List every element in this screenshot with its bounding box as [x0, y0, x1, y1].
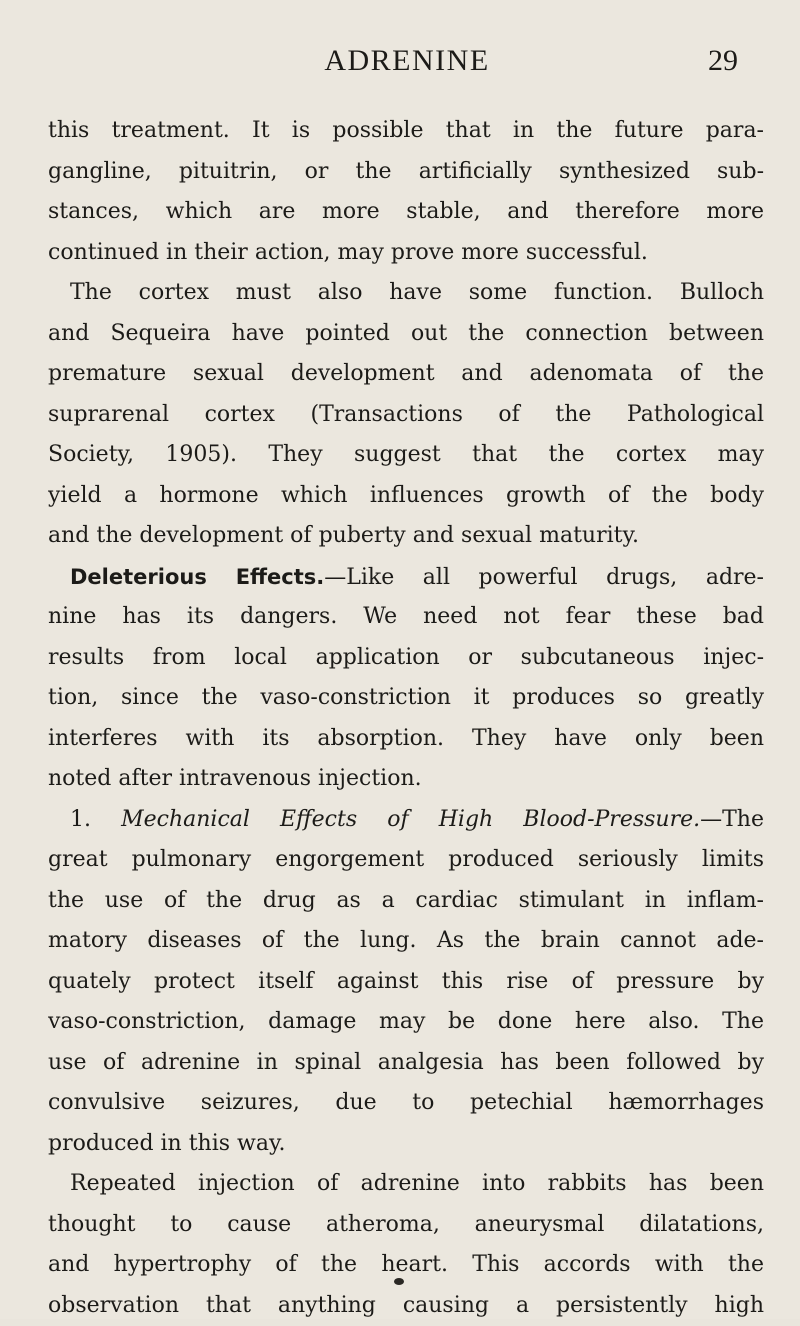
text-line: results from local application or subcutaneous injec-: [48, 638, 764, 679]
text-line: and hypertrophy of the heart. This accords with the: [48, 1245, 764, 1286]
text-line: great pulmonary engorgement produced seriously limits: [48, 840, 764, 881]
text-line: stances, which are more stable, and therefore more: [48, 192, 764, 233]
page-number: 29: [708, 44, 738, 78]
text-line: gangline, pituitrin, or the artificially synthesized sub-: [48, 152, 764, 193]
text-line: yield a hormone which influences growth of the body: [48, 476, 764, 517]
text-line: and the development of puberty and sexual maturity.: [48, 516, 764, 557]
text-line: produced in this way.: [48, 1124, 764, 1165]
text-line: The cortex must also have some function. Bulloch: [48, 273, 764, 314]
text-fragment: —The: [700, 807, 764, 832]
text-line: matory diseases of the lung. As the brain cannot ade-: [48, 921, 764, 962]
running-head: [0, 44, 800, 84]
section-heading: Deleterious Effects.: [70, 565, 324, 589]
text-line: convulsive seizures, due to petechial hæmorrhages: [48, 1083, 764, 1124]
text-line: observation that anything causing a persistently high: [48, 1286, 764, 1326]
text-line: interferes with its absorption. They have only been: [48, 719, 764, 760]
text-line: thought to cause atheroma, aneurysmal dilatations,: [48, 1205, 764, 1246]
text-line: and Sequeira have pointed out the connection between: [48, 314, 764, 355]
text-line: tion, since the vaso-constriction it produces so greatly: [48, 678, 764, 719]
body-text: [48, 111, 764, 1326]
text-line: use of adrenine in spinal analgesia has been followed by: [48, 1043, 764, 1084]
section-heading-line: [48, 557, 764, 598]
text-line: quately protect itself against this rise of pressure by: [48, 962, 764, 1003]
list-number: 1.: [70, 807, 121, 832]
text-line: Society, 1905). They suggest that the cortex may: [48, 435, 764, 476]
text-line: Repeated injection of adrenine into rabbits has been: [48, 1164, 764, 1205]
subsection-heading: Mechanical Effects of High Blood-Pressure.: [121, 807, 700, 832]
text-line: suprarenal cortex (Transactions of the Pathological: [48, 395, 764, 436]
text-line: this treatment. It is possible that in the future para-: [48, 111, 764, 152]
subsection-heading-line: [48, 800, 764, 841]
text-line: vaso-constriction, damage may be done here also. The: [48, 1002, 764, 1043]
text-fragment: —Like all powerful drugs, adre-: [324, 565, 764, 590]
text-line: noted after intravenous injection.: [48, 759, 764, 800]
text-line: the use of the drug as a cardiac stimulant in inflam-: [48, 881, 764, 922]
text-line: nine has its dangers. We need not fear these bad: [48, 597, 764, 638]
ink-mark: [394, 1278, 404, 1285]
running-title: ADRENINE: [0, 44, 800, 78]
text-line: continued in their action, may prove more successful.: [48, 233, 764, 274]
text-line: premature sexual development and adenomata of the: [48, 354, 764, 395]
